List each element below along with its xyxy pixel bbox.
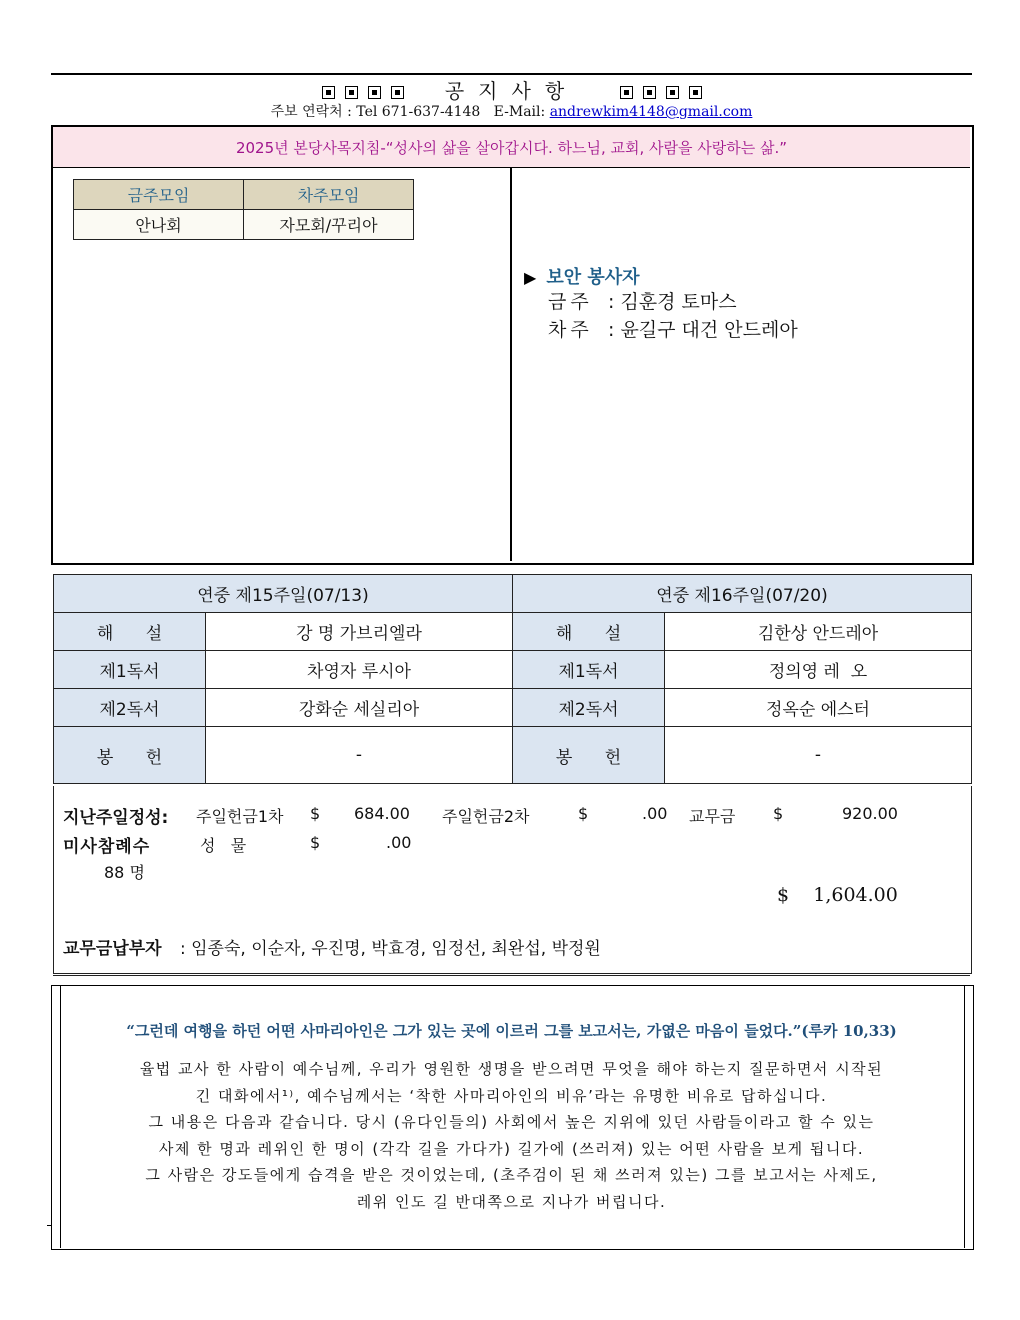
motto-text: 2025년 본당사목지침-“성사의 삶을 살아갑시다. 하느님, 교회, 사람을 사랑하는 삶.” <box>235 138 788 157</box>
meetings-value-this-week: 안나회 <box>74 210 244 240</box>
square-bullet-icon <box>391 86 404 99</box>
schedule-week2-value: 정의영 레 오 <box>665 651 972 689</box>
meetings-header-this-week: 금주모임 <box>74 180 244 210</box>
column-divider <box>510 168 512 561</box>
gift-label: 성 물 <box>200 836 247 855</box>
payers-label: 교무금납부자 <box>63 939 162 959</box>
reflection-text <box>60 1056 963 1215</box>
schedule-week2-value: 김한상 안드레아 <box>665 613 972 651</box>
schedule-row-label: 제1독서 <box>513 651 665 689</box>
title-text: 공지사항 <box>444 79 579 103</box>
security-row-label: 차주 <box>548 319 593 341</box>
square-bullet-icon <box>666 86 679 99</box>
schedule-week1-value: 차영자 루시아 <box>206 651 513 689</box>
security-heading-text: 보안 봉사자 <box>546 267 640 288</box>
schedule-row-label: 제1독서 <box>54 651 206 689</box>
email-link[interactable]: andrewkim4148@gmail.com <box>549 104 753 120</box>
offering-item3-currency: $ <box>773 804 784 823</box>
square-bullet-icon <box>643 86 656 99</box>
schedule-week1-value: 강화순 세실리아 <box>206 689 513 727</box>
schedule-week2-value: 정옥순 에스터 <box>665 689 972 727</box>
schedule-row-label: 제2독서 <box>54 689 206 727</box>
offering-item1-label: 주일헌금1차 <box>196 807 284 826</box>
schedule-week1-value: - <box>206 727 513 784</box>
attendance-value: 88 명 <box>104 863 145 882</box>
offering-item2-value: .00 <box>642 804 668 823</box>
reflection-line: 긴 대화에서¹⁾, 예수님께서는 ‘착한 사마리아인의 비유’라는 유명한 비유로 답하십니다. <box>195 1086 828 1105</box>
security-heading <box>524 263 640 289</box>
reflection-line: 사제 한 명과 레위인 한 명이 (각각 길을 가다가) 길가에 (쓰러져) 있는 어떤 사람을 보게 됩니다. <box>158 1139 865 1158</box>
square-bullet-icon <box>689 86 702 99</box>
schedule-week1-value: 강 명 가브리엘라 <box>206 613 513 651</box>
pastoral-motto <box>53 127 970 168</box>
offering-item2-label: 주일헌금2차 <box>442 807 530 826</box>
offering-item3-value: 920.00 <box>842 804 898 823</box>
schedule-row-label: 해 설 <box>54 613 206 651</box>
scripture-quote: “그런데 여행을 하던 어떤 사마리아인은 그가 있는 곳에 이르러 그를 보고서는, 가엾은 마음이 들었다.”(루카 10,33) <box>126 1022 897 1040</box>
offering-item1-currency: $ <box>310 804 321 823</box>
attendance-label: 미사참례수 <box>63 837 151 857</box>
security-row-label: 금주 <box>548 291 593 313</box>
offering-last-week-label: 지난주일정성: <box>63 808 169 828</box>
contact-line <box>51 101 972 121</box>
triangle-right-icon: ▶ <box>524 268 537 287</box>
square-bullet-icon <box>345 86 358 99</box>
offering-item1-value: 684.00 <box>354 804 410 823</box>
week2-title: 연중 제16주일(07/20) <box>513 575 972 613</box>
schedule-row-label: 해 설 <box>513 613 665 651</box>
week1-title: 연중 제15주일(07/13) <box>54 575 513 613</box>
meetings-value-next-week: 자모회/꾸리아 <box>244 210 414 240</box>
schedule-week2-value: - <box>665 727 972 784</box>
contact-label: 주보 연락처 : Tel 671-637-4148 E-Mail: <box>270 104 550 120</box>
reflection-line: 레위 인도 길 반대쪽으로 지나가 버립니다. <box>356 1192 667 1211</box>
gift-value: .00 <box>386 833 412 852</box>
security-row <box>548 315 798 342</box>
security-row <box>548 287 737 314</box>
square-bullet-icon <box>368 86 381 99</box>
offering-box <box>53 786 972 974</box>
page-title <box>51 75 972 104</box>
schedule-table <box>53 574 972 784</box>
square-bullet-icon <box>620 86 633 99</box>
reflection-line: 율법 교사 한 사람이 예수님께, 우리가 영원한 생명을 받으려면 무엇을 해야 하는지 질문하면서 시작된 <box>139 1060 884 1078</box>
schedule-row-label: 봉 헌 <box>513 727 665 784</box>
security-row-value: : 윤길구 대건 안드레아 <box>608 319 798 341</box>
offering-double-rule <box>53 975 970 976</box>
offering-item3-label: 교무금 <box>689 807 736 826</box>
offering-total: $ 1,604.00 <box>777 884 898 906</box>
schedule-row-label: 봉 헌 <box>54 727 206 784</box>
payers-list: : 임종숙, 이순자, 우진명, 박효경, 임정선, 최완섭, 박정원 <box>180 939 601 959</box>
square-bullet-icon <box>322 86 335 99</box>
gift-currency: $ <box>310 833 321 852</box>
margin-tick <box>47 1225 52 1226</box>
offering-item2-currency: $ <box>578 804 589 823</box>
reflection-line: 그 내용은 다음과 같습니다. 당시 (유다인들의) 사회에서 높은 지위에 있던 사람들이라고 할 수 있는 <box>148 1113 875 1131</box>
meetings-header-next-week: 차주모임 <box>244 180 414 210</box>
security-row-value: : 김훈경 토마스 <box>608 291 737 313</box>
schedule-row-label: 제2독서 <box>513 689 665 727</box>
reflection-line: 그 사람은 강도들에게 습격을 받은 것이었는데, (초주검이 된 채 쓰러져 있는) 그를 보고서는 사제도, <box>145 1166 878 1184</box>
meetings-table <box>73 179 414 240</box>
